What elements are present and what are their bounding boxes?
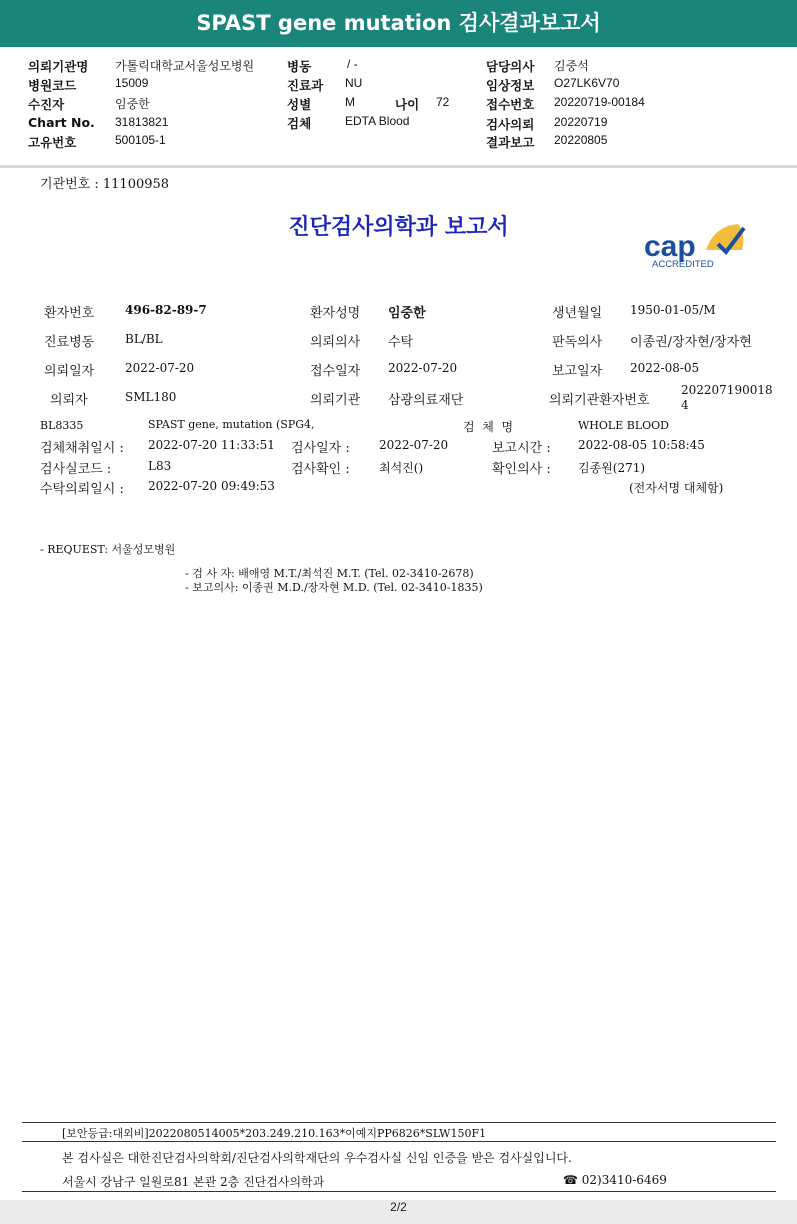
- patient-no-value: 496-82-89-7: [125, 303, 207, 317]
- requesting-doctor-label: 의뢰의사: [310, 335, 361, 350]
- test-code: BL8335: [40, 419, 84, 432]
- report-time-label: 보고시간 :: [492, 441, 551, 456]
- lab-report-title: 진단검사의학과 보고서: [288, 214, 509, 240]
- reading-doctor-label: 판독의사: [552, 335, 603, 350]
- requester-label: 의뢰자: [50, 393, 88, 408]
- ward-label-2: 진료병동: [44, 335, 95, 350]
- hospital-code-value: 15009: [115, 76, 149, 90]
- request-line: - REQUEST: 서울성모병원: [40, 543, 176, 556]
- report-date-value: 2022-08-05: [630, 361, 700, 375]
- report-document: [0, 168, 797, 1200]
- e-signature-note: (전자서명 대체함): [629, 481, 724, 495]
- header-info-panel: [0, 47, 797, 165]
- lab-code-value: L83: [148, 459, 172, 473]
- footer-bottom-rule: [22, 1191, 776, 1192]
- hospital-code-label: 병원코드: [28, 78, 77, 93]
- test-name: SPAST gene, mutation (SPG4,: [148, 418, 315, 431]
- hospital-name-label: 의뢰기관명: [28, 59, 89, 74]
- test-request-label: 검사의뢰: [486, 117, 535, 132]
- department-label: 진료과: [287, 78, 324, 93]
- unique-no-label: 고유번호: [28, 135, 77, 150]
- test-confirm-value: 최석진(): [379, 461, 424, 475]
- report-title-bar: [0, 0, 797, 47]
- inst-patient-no-value-2: 4: [681, 398, 689, 412]
- certification-line: 본 검사실은 대한진단검사의학회/진단검사의학재단의 우수검사실 신임 인증을 받은 검사실입니다.: [62, 1151, 572, 1165]
- cap-accredited-logo: [640, 220, 752, 270]
- sex-label: 성별: [287, 97, 312, 112]
- receipt-date-label: 접수일자: [310, 364, 361, 379]
- specimen-label: 검체: [287, 116, 312, 131]
- svg-text:cap: cap: [644, 230, 696, 263]
- address-line: 서울시 강남구 일원로81 본관 2층 진단검사의학과: [62, 1175, 325, 1189]
- sex-value: M: [345, 95, 355, 109]
- request-date-label: 의뢰일자: [44, 364, 95, 379]
- test-request-value: 20220719: [554, 115, 608, 129]
- result-report-value: 20220805: [554, 133, 608, 147]
- clinical-info-value: O27LK6V70: [554, 76, 620, 90]
- inst-patient-no-value-1: 202207190018: [681, 383, 773, 397]
- patient-name-label: 환자성명: [310, 306, 361, 321]
- svg-text:ACCREDITED: ACCREDITED: [652, 259, 714, 270]
- collection-datetime-label: 검체채취일시 :: [40, 441, 124, 456]
- lab-code-label: 검사실코드 :: [40, 462, 112, 477]
- dob-value: 1950-01-05/M: [630, 303, 716, 317]
- requesting-inst-label: 의뢰기관: [310, 393, 361, 408]
- inst-patient-no-label: 의뢰기관환자번호: [549, 393, 650, 408]
- receipt-no-value: 20220719-00184: [554, 95, 645, 109]
- outsourced-datetime-label: 수탁의뢰일시 :: [40, 482, 124, 497]
- patient-label: 수진자: [28, 97, 65, 112]
- hospital-name-value: 가톨릭대학교서울성모병원: [115, 59, 255, 73]
- page-indicator: 2/2: [390, 1200, 407, 1214]
- chart-no-value: 31813821: [115, 115, 169, 129]
- reporting-doctor-line: - 보고의사: 이종권 M.D./장자현 M.D. (Tel. 02-3410-1835): [185, 581, 483, 594]
- outsourced-datetime-value: 2022-07-20 09:49:53: [148, 479, 275, 493]
- report-title: SPAST gene mutation 검사결과보고서: [196, 11, 601, 35]
- chart-no-label: Chart No.: [28, 115, 95, 130]
- requesting-inst-value: 삼광의료재단: [388, 393, 464, 408]
- department-value: NU: [345, 76, 363, 90]
- age-value: 72: [436, 95, 450, 109]
- security-line: [보안등급:대외비]2022080514005*203.249.210.163*이예지PP6826*SLW150F1: [62, 1127, 487, 1140]
- age-label: 나이: [395, 97, 420, 112]
- institution-no: 기관번호 : 11100958: [40, 177, 170, 192]
- confirm-doctor-label: 확인의사 :: [492, 462, 551, 477]
- patient-value: 임중한: [115, 97, 150, 111]
- receipt-date-value: 2022-07-20: [388, 361, 458, 375]
- confirm-doctor-value: 김종원(271): [578, 461, 646, 475]
- tester-line: - 검 사 자: 배애영 M.T./최석진 M.T. (Tel. 02-3410-2678): [185, 567, 474, 580]
- requester-value: SML180: [125, 390, 177, 404]
- specimen-name-value: WHOLE BLOOD: [578, 419, 669, 432]
- unique-no-value: 500105-1: [115, 133, 166, 147]
- attending-doctor-value: 김중석: [554, 59, 589, 73]
- collection-datetime-value: 2022-07-20 11:33:51: [148, 438, 275, 452]
- result-report-label: 결과보고: [486, 135, 535, 150]
- patient-no-label: 환자번호: [44, 306, 95, 321]
- test-date-value: 2022-07-20: [379, 438, 449, 452]
- report-date-label: 보고일자: [552, 364, 603, 379]
- dob-label: 생년월일: [552, 306, 603, 321]
- specimen-value: EDTA Blood: [345, 114, 410, 128]
- specimen-name-label: 검 체 명: [463, 420, 514, 434]
- receipt-no-label: 접수번호: [486, 97, 535, 112]
- footer-mid-rule: [22, 1141, 776, 1142]
- clinical-info-label: 임상정보: [486, 78, 535, 93]
- attending-doctor-label: 담당의사: [486, 59, 535, 74]
- ward-value-2: BL/BL: [125, 332, 163, 346]
- request-date-value: 2022-07-20: [125, 361, 195, 375]
- test-date-label: 검사일자 :: [291, 441, 350, 456]
- test-confirm-label: 검사확인 :: [291, 462, 350, 477]
- footer-top-rule: [22, 1122, 776, 1123]
- reading-doctor-value: 이종권/장자현/장자현: [630, 335, 752, 350]
- phone-line: ☎ 02)3410-6469: [563, 1173, 667, 1187]
- report-time-value: 2022-08-05 10:58:45: [578, 438, 705, 452]
- patient-name-value: 임중한: [388, 306, 426, 321]
- requesting-doctor-value: 수탁: [388, 335, 414, 350]
- ward-value: / -: [347, 57, 358, 71]
- ward-label: 병동: [287, 59, 312, 74]
